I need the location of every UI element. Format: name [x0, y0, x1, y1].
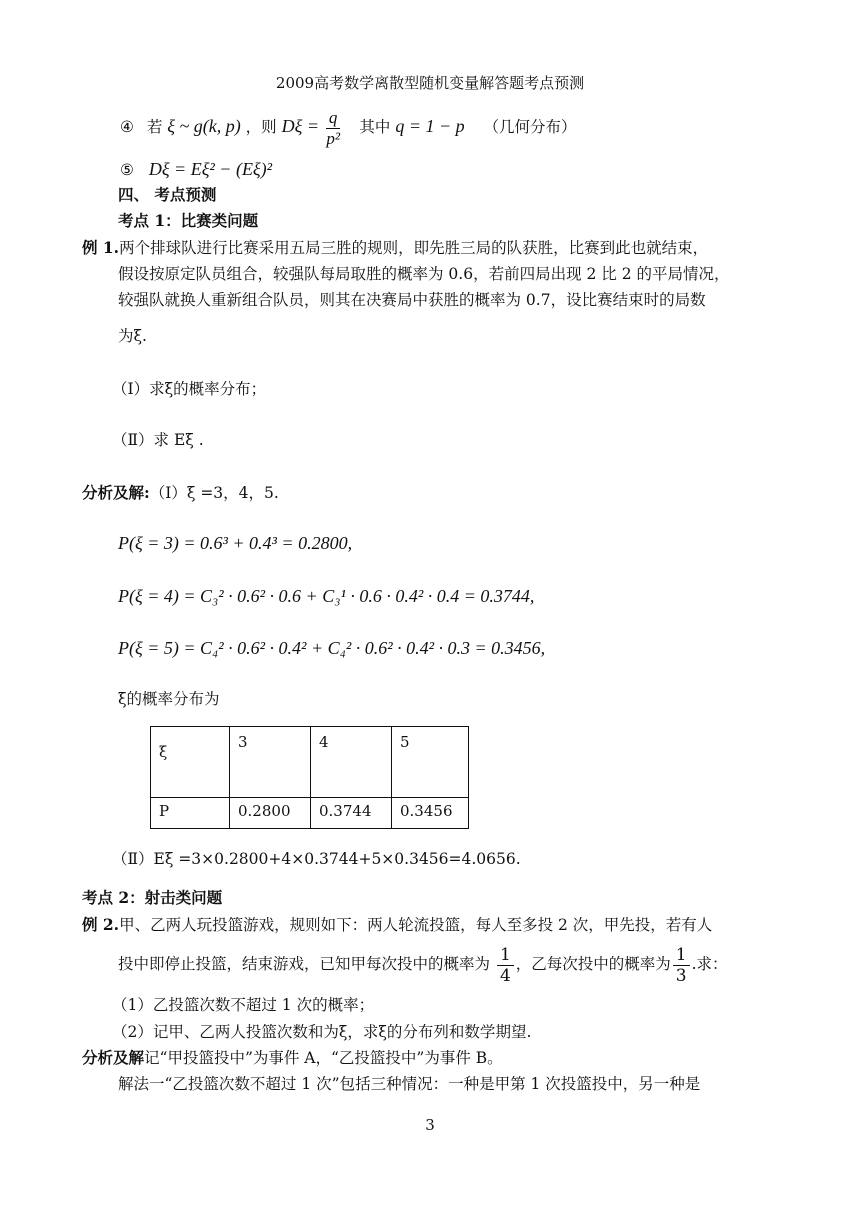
math-variance-identity: Dξ = Eξ² − (Eξ)²	[148, 159, 273, 179]
example-1-line-4: 为ξ.	[118, 327, 147, 345]
probability-distribution-table	[150, 726, 469, 829]
fraction-numerator: 1	[673, 945, 690, 966]
fraction-denominator: 4	[499, 965, 511, 986]
solution-label: 分析及解:	[82, 483, 150, 502]
math-q-definition: q = 1 − p	[395, 116, 465, 136]
example-2-line-1	[82, 914, 712, 936]
table-cell: ξ	[151, 727, 230, 798]
equation-p5: P(ξ = 5) = C₄² · 0.6² · 0.4² + C₄² · 0.6² · 0.4² · 0.3 = 0.3456,	[118, 638, 546, 658]
fraction-numerator: 1	[497, 945, 514, 966]
solution-label: 分析及解	[82, 1048, 145, 1067]
solution-text: 记“甲投篮投中”为事件 A，“乙投篮投中”为事件 B。	[144, 1049, 503, 1067]
table-cell: 0.3456	[392, 798, 469, 829]
math-variance-lhs: Dξ =	[281, 116, 319, 136]
topic-heading: 考点 1：比赛类问题	[118, 211, 259, 230]
math-condition: ξ ~ g(k, p)	[167, 116, 241, 136]
solution-part-2: （Ⅱ）Eξ =3×0.2800+4×0.3744+5×0.3456=4.0656.	[112, 850, 521, 868]
table-row	[151, 798, 469, 829]
table-cell: 4	[311, 727, 392, 798]
example-text: ，乙每次投中的概率为	[515, 955, 671, 973]
solution-2-line-1	[82, 1047, 503, 1069]
example-1-question-2: （Ⅱ）求 Eξ .	[112, 431, 204, 449]
example-label: 例 1.	[82, 238, 120, 257]
table-row	[151, 727, 469, 798]
example-label: 例 2.	[82, 915, 120, 934]
table-cell: 0.2800	[230, 798, 311, 829]
topic-heading: 考点 2：射击类问题	[82, 888, 223, 907]
table-cell: 0.3744	[311, 798, 392, 829]
page-header: 2009高考数学离散型随机变量解答题考点预测	[275, 74, 585, 92]
geometric-distribution-note: （几何分布）	[483, 118, 577, 136]
page-number: 3	[425, 1116, 435, 1134]
item-number: ⑤	[120, 161, 134, 179]
distribution-intro: ξ的概率分布为	[118, 690, 220, 708]
table-cell: 3	[230, 727, 311, 798]
example-1-line-1	[82, 237, 708, 259]
fraction-q-over-p2	[326, 108, 341, 149]
fraction-numerator: q	[326, 108, 341, 129]
solution-1-intro	[82, 482, 279, 504]
formula-item-4	[120, 104, 577, 148]
example-1-line-2: 假设按原定队员组合，较强队每局取胜的概率为 0.6，若前四局出现 2 比 2 的平局情况，	[118, 265, 730, 283]
equation-p3: P(ξ = 3) = 0.6³ + 0.4³ = 0.2800,	[118, 533, 353, 553]
text: 其中	[359, 118, 391, 136]
equation-p4: P(ξ = 4) = C₃² · 0.6² · 0.6 + C₃¹ · 0.6 · 0.4² · 0.4 = 0.3744,	[118, 586, 535, 606]
example-1-question-1: （Ⅰ）求ξ的概率分布；	[112, 380, 267, 398]
fraction-denominator: 3	[675, 965, 687, 986]
formula-item-5	[120, 156, 272, 183]
example-2-question-1: （1）乙投篮次数不超过 1 次的概率；	[112, 996, 375, 1014]
section-heading: 四、 考点预测	[118, 185, 217, 204]
fraction-one-quarter	[497, 945, 514, 986]
example-text: 甲、乙两人玩投篮游戏，规则如下：两人轮流投篮，每人至多投 2 次，甲先投，若有人	[119, 916, 713, 934]
solution-part-1: （Ⅰ）ξ =3，4，5.	[149, 484, 279, 502]
table-cell: P	[151, 798, 230, 829]
example-text: .求：	[691, 955, 728, 973]
text: 若	[146, 118, 163, 136]
example-text: 投中即停止投篮，结束游戏，已知甲每次投中的概率为	[118, 955, 491, 973]
example-text: 两个排球队进行比赛采用五局三胜的规则，即先胜三局的队获胜，比赛到此也就结束，	[119, 239, 709, 257]
example-1-line-3: 较强队就换人重新组合队员，则其在决赛局中获胜的概率为 0.7，设比赛结束时的局数	[118, 291, 706, 309]
example-2-line-2	[118, 942, 728, 986]
solution-2-line-2: 解法一“乙投篮次数不超过 1 次”包括三种情况：一种是甲第 1 次投篮投中，另一种是	[118, 1075, 701, 1093]
table-cell: 5	[392, 727, 469, 798]
fraction-one-third	[673, 945, 690, 986]
fraction-denominator: p²	[326, 128, 340, 148]
example-2-question-2: （2）记甲、乙两人投篮次数和为ξ，求ξ的分布列和数学期望.	[112, 1023, 532, 1041]
text: ，则	[245, 118, 277, 136]
item-number: ④	[120, 118, 134, 136]
